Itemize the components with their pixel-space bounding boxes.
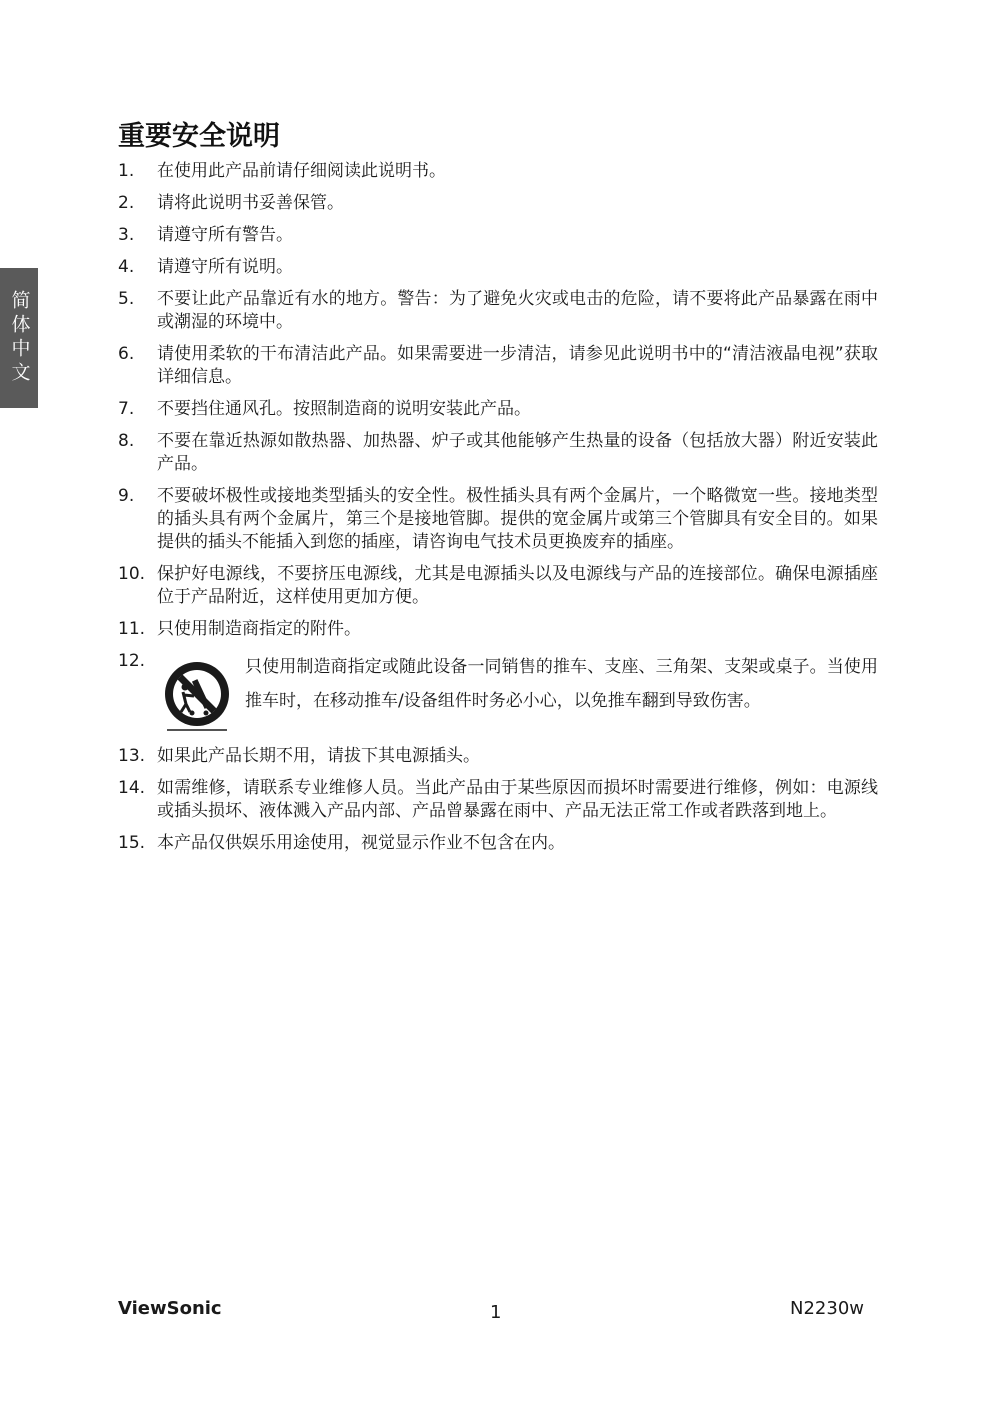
- item-text: 只使用制造商指定的附件。: [157, 619, 361, 639]
- item-number: 2.: [118, 193, 135, 213]
- item-text: 请将此说明书妥善保管。: [157, 193, 344, 213]
- item-number: 6.: [118, 344, 135, 364]
- list-item: [118, 563, 878, 609]
- item-number: 5.: [118, 289, 135, 309]
- list-item: [118, 398, 878, 421]
- item-text: 在使用此产品前请仔细阅读此说明书。: [157, 161, 446, 181]
- list-item: [118, 192, 878, 215]
- language-tab-label: 简体中文: [8, 290, 31, 386]
- item-text: 不要让此产品靠近有水的地方。警告：为了避免火灾或电击的危险，请不要将此产品暴露在雨中或潮湿的环境中。: [157, 289, 878, 332]
- item-number: 3.: [118, 225, 135, 245]
- list-item: [118, 485, 878, 554]
- item-number: 14.: [118, 778, 146, 798]
- item-text: 保护好电源线，不要挤压电源线，尤其是电源插头以及电源线与产品的连接部位。确保电源插座位于产品附近，这样使用更加方便。: [157, 564, 878, 607]
- list-item: [118, 430, 878, 476]
- list-item: [118, 650, 878, 736]
- list-item: [118, 832, 878, 855]
- item-text: 请遵守所有说明。: [157, 257, 293, 277]
- item-number: 9.: [118, 486, 135, 506]
- item-number: 10.: [118, 564, 146, 584]
- list-item: [118, 224, 878, 247]
- footer-brand: ViewSonic: [118, 1298, 222, 1319]
- item-number: 1.: [118, 161, 135, 181]
- list-item: [118, 745, 878, 768]
- cart-tip-over-warning-icon: [159, 660, 235, 736]
- item-text: 如果此产品长期不用，请拔下其电源插头。: [157, 746, 480, 766]
- language-tab: [0, 268, 38, 408]
- item-number: 12.: [118, 651, 146, 671]
- item-number: 11.: [118, 619, 146, 639]
- list-item: [118, 777, 878, 823]
- item-text: 本产品仅供娱乐用途使用，视觉显示作业不包含在内。: [157, 833, 565, 853]
- item-text: 请遵守所有警告。: [157, 225, 293, 245]
- safety-instructions-list: [118, 160, 878, 864]
- item-text: 请使用柔软的干布清洁此产品。如果需要进一步清洁，请参见此说明书中的“清洁液晶电视”获取详细信息。: [157, 344, 878, 387]
- item-text: 只使用制造商指定或随此设备一同销售的推车、支座、三角架、支架或桌子。当使用推车时，在移动推车/设备组件时务必小心，以免推车翻到导致伤害。: [245, 657, 878, 711]
- list-item: [118, 288, 878, 334]
- list-item: [118, 618, 878, 641]
- item-number: 4.: [118, 257, 135, 277]
- item-number: 13.: [118, 746, 146, 766]
- item-number: 8.: [118, 431, 135, 451]
- item-text: 不要挡住通风孔。按照制造商的说明安装此产品。: [157, 399, 531, 419]
- footer-model: N2230w: [790, 1298, 864, 1319]
- item-text: 如需维修，请联系专业维修人员。当此产品由于某些原因而损坏时需要进行维修，例如：电源线或插头损坏、液体溅入产品内部、产品曾暴露在雨中、产品无法正常工作或者跌落到地上。: [157, 778, 878, 821]
- page-title: 重要安全说明: [118, 121, 280, 152]
- item-number: 7.: [118, 399, 135, 419]
- item-text: 不要在靠近热源如散热器、加热器、炉子或其他能够产生热量的设备（包括放大器）附近安装此产品。: [157, 431, 878, 474]
- item-number: 15.: [118, 833, 146, 853]
- item-text: 不要破坏极性或接地类型插头的安全性。极性插头具有两个金属片，一个略微宽一些。接地类型的插头具有两个金属片，第三个是接地管脚。提供的宽金属片或第三个管脚具有安全目的。如果提供的插头不能插入到您的插座，请咨询电气技术员更换废弃的插座。: [157, 486, 878, 552]
- list-item: [118, 160, 878, 183]
- page-number: 1: [490, 1302, 502, 1323]
- list-item: [118, 343, 878, 389]
- list-item: [118, 256, 878, 279]
